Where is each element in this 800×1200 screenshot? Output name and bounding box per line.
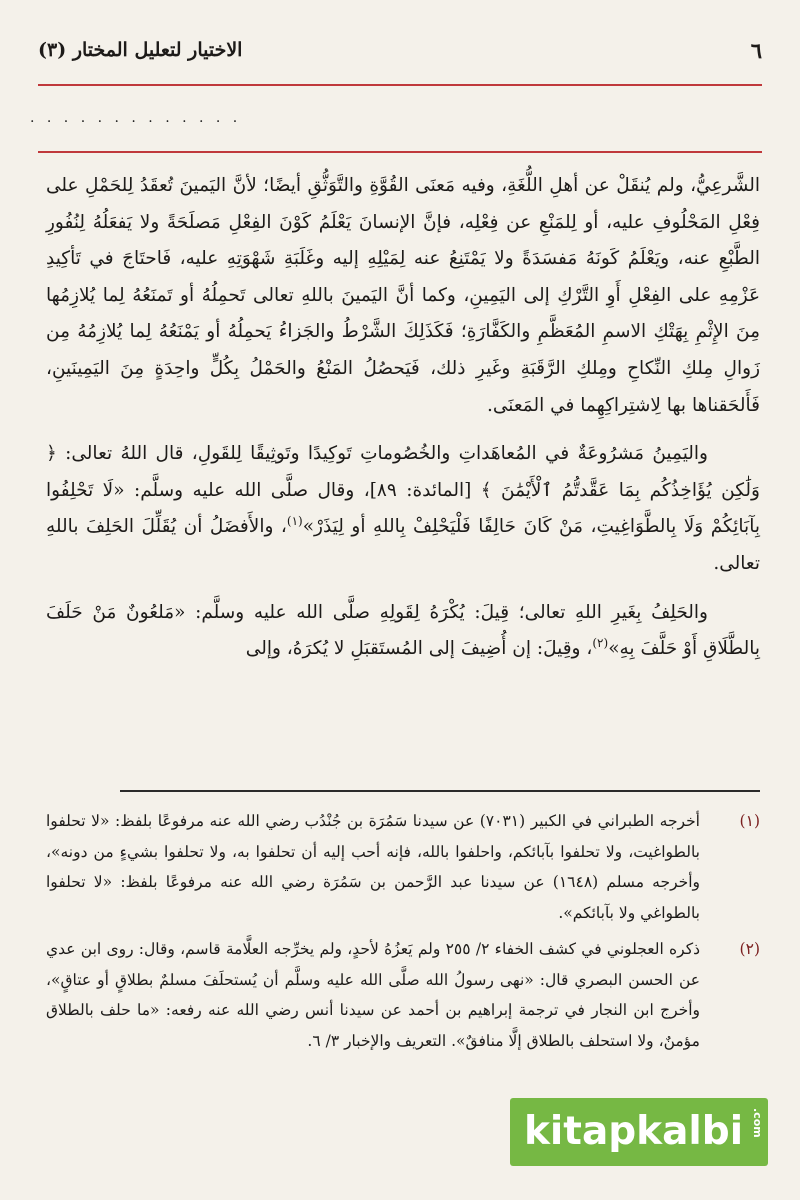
footnote-text: ذكره العجلوني في كشف الخفاء ٢/ ٢٥٥ ولم يَعزُهُ لأحدٍ، ولم يخرِّجه العلَّامة قاسم، وقال: روى ابن عدي عن الحسن البصري قال: «نهى رسولُ الله صلَّى الله عليه وسلَّم أن يُستحلَفَ مسلمٌ بطلاقٍ أو عتاقٍ»، وأخرج ابن النجار في ترجمة إبراهيم بن أحمد عن سيدنا أنس رضي الله عنه رفعه: «ما حلف بالطلاق مؤمنٌ، ولا استحلف بالطلاق إلَّا منافقٌ». التعريف والإخبار ٣/ ٦. — [46, 940, 700, 1050]
paragraph-2-tail: ، والأَفضَلُ أن يُقَلِّلَ الحَلِفَ باللهِ تعالى. — [46, 516, 760, 574]
section-rule — [38, 151, 762, 153]
paragraph-3-text: والحَلِفُ بِغَيرِ اللهِ تعالى؛ قِيلَ: يُكْرَهُ لِقَولِهِ صلَّى الله عليه وسلَّم: «مَلعُونٌ مَنْ حَلَفَ بِالطَّلَاقِ أَوْ حَلَّفَ بِهِ» — [46, 601, 760, 660]
paragraph-1: الشَّرعِيُّ، ولم يُنقَلْ عن أهلِ اللُّغَةِ، وفيه مَعنَى القُوَّةِ والتَّوَثُّقِ أيضًا؛ لأنَّ اليَمينَ تُعقَدُ لِلحَمْلِ على فِعْلِ المَحْلُوفِ عليه، أو لِلمَنْعِ عن فِعْلِه، فإنَّ الإنسانَ يَعْلَمُ كَوْنَ الفِعْلِ مَصلَحَةً ولا يَفعَلُهُ لِنُفُورِ الطَّبْعِ عنه، ويَعْلَمُ كَونَهُ مَفسَدَةً ولا يَمْتَنِعُ عنه لِمَيْلِهِ إليه وغَلَبَةِ شَهْوَتِهِ عليه، فَاحتَاجَ في تَأكِيدِ عَزْمِهِ على الفِعْلِ أَوِ التَّرْكِ إلى اليَمِينِ، وكما أنَّ اليَمينَ باللهِ تعالى تَحمِلُهُ أو تَمنَعُهُ لِما يُلازِمُها مِنَ الإِثْمِ بِهَتْكِ الاسمِ المُعَظَّمِ والكَفَّارَةِ؛ فَكَذَلِكَ الشَّرْطُ والجَزاءُ يَحمِلُهُ أو يَمْنَعُهُ لِما يُلازِمُهُ مِن زَوالِ مِلكِ النِّكاحِ ومِلكِ الرَّقَبَةِ وغَيرِ ذلك، فَيَحصُلُ المَنْعُ والحَمْلُ بِكُلٍّ واحِدَةٍ مِنَ اليَمِينَينِ، فَأَلحَقناها بها لِاشتِراكِهِما في المَعنَى. — [46, 175, 760, 416]
footnotes — [46, 806, 760, 1062]
header-rule — [38, 84, 762, 86]
footnote-number: (١) — [739, 812, 760, 830]
watermark-logo — [510, 1098, 768, 1166]
main-text — [46, 168, 760, 668]
watermark-text: kitapkalbi — [524, 1109, 744, 1154]
paragraph-2 — [46, 436, 760, 582]
running-title: الاختيار لتعليل المختار (٣) — [38, 39, 243, 61]
page-header — [38, 30, 762, 70]
watermark-suffix: .com — [751, 1108, 764, 1138]
footnote-ref-2: (٢) — [592, 635, 609, 650]
footnote-2 — [46, 934, 760, 1056]
separator-dots: . . . . . . . . . . . . . — [30, 110, 242, 126]
page-number: ٦ — [750, 37, 762, 63]
paragraph-3 — [46, 595, 760, 668]
footnote-ref-1: (١) — [286, 514, 303, 529]
footnote-number: (٢) — [739, 940, 760, 958]
paragraph-2-text: واليَمِينُ مَشرُوعَةٌ في المُعاهَداتِ والخُصُوماتِ تَوكِيدًا وتَوثِيقًا لِلقَولِ، قال اللهُ تعالى: ﴿ وَلَٰكِن يُؤَاخِذُكُم بِمَا عَقَّدتُّمُ ٱلْأَيْمَٰنَ ﴾ [المائدة: ٨٩]، وقال صلَّى الله عليه وسلَّم: «لَا تَحْلِفُوا بِآبَائِكُمْ وَلَا بِالطَّوَاغِيتِ، مَنْ كَانَ حَالِفًا فَلْيَحْلِفْ بِاللهِ أو لِيَذَرْ» — [46, 443, 760, 538]
footnote-rule — [120, 790, 760, 792]
footnote-1 — [46, 806, 760, 928]
footnote-text: أخرجه الطبراني في الكبير (٧٠٣١) عن سيدنا سَمُرَة بن جُنْدُب رضي الله عنه مرفوعًا بلفظ: «لا تحلفوا بالطواغيت، ولا تحلفوا بآبائكم، واحلفوا بالله، فإنه أحب إليه أن تحلفوا به، ولا تحلفوا بشيءٍ من دونه»، وأخرجه مسلم (١٦٤٨) عن سيدنا عبد الرَّحمن بن سَمُرَة رضي الله عنه مرفوعًا بلفظ: «لا تحلفوا بالطواغي ولا بآبائكم». — [46, 812, 701, 922]
paragraph-3-tail: ، وقِيلَ: إن أُضِيفَ إلى المُستَقبَلِ لا يُكرَهُ، وإلى — [245, 638, 593, 660]
